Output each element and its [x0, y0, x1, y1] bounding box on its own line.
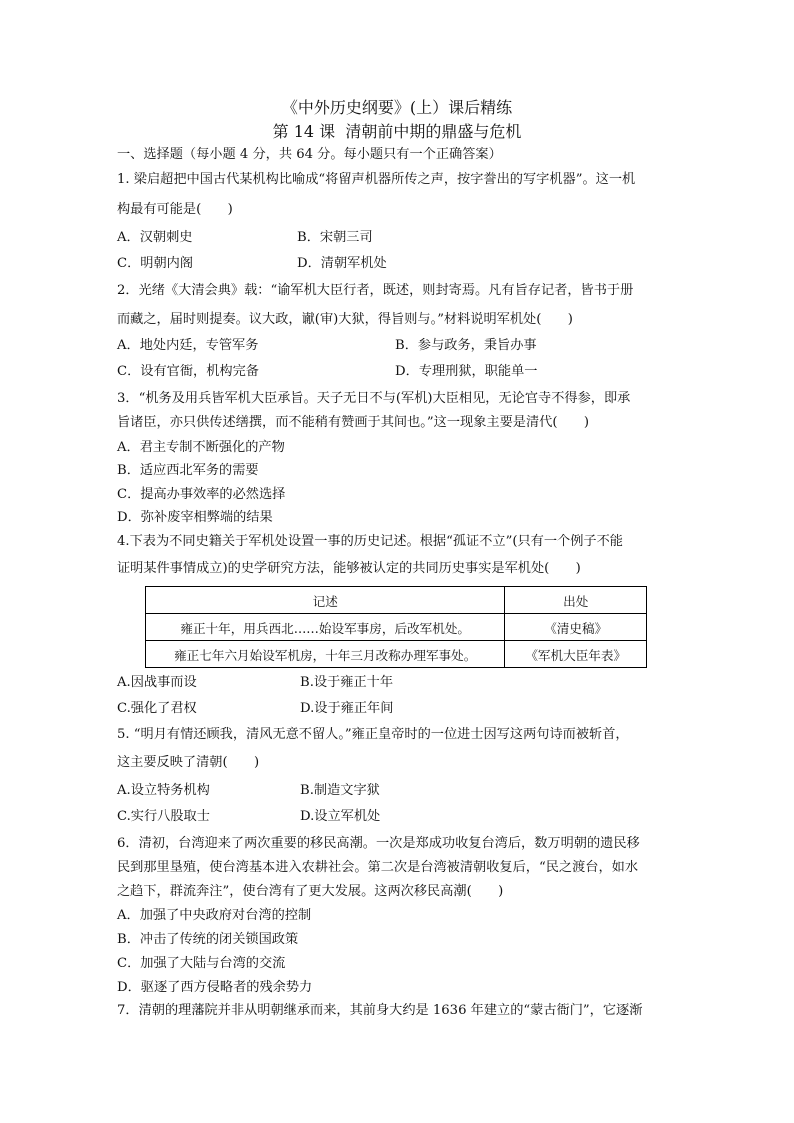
q5-option-d: D.设立军机处 [300, 809, 381, 824]
table-header-record: 记述 [146, 587, 505, 614]
q4-stem-line-1: 4.下表为不同史籍关于军机处设置一事的历史记述。根据“孤证不立”(只有一个例子不能 [117, 534, 623, 549]
q5-option-a: A.设立特务机构 [117, 783, 210, 798]
q4-stem-line-2: 证明某件事情成立)的史学研究方法，能够被认定的共同历史事实是军机处( ) [117, 561, 581, 576]
q6-option-a: A．加强了中央政府对台湾的控制 [117, 908, 312, 923]
q4-option-b: B.设于雍正十年 [300, 675, 394, 690]
q2-stem-line-1: 2．光绪《大清会典》载：“谕军机大臣行者，既述，则封寄焉。凡有旨存记者，皆书于册 [117, 283, 634, 298]
q1-stem-line-1: 1. 梁启超把中国古代某机构比喻成“将留声机器所传之声，按字誊出的写字机器”。这一机 [117, 172, 636, 187]
q2-option-a: A．地处内廷，专管军务 [117, 338, 259, 353]
q1-stem-line-2: 构最有可能是( ) [117, 202, 233, 217]
q5-stem-line-2: 这主要反映了清朝( ) [117, 755, 260, 770]
q3-stem-line-1: 3．“机务及用兵皆军机大臣承旨。天子无日不与(军机)大臣相见，无论官寺不得参，即承 [117, 391, 631, 406]
q4-option-c: C.强化了君权 [117, 701, 197, 716]
table-row [146, 641, 647, 668]
q6-option-b: B．冲击了传统的闭关锁国政策 [117, 932, 299, 947]
q6-option-c: C．加强了大陆与台湾的交流 [117, 956, 286, 971]
table-header-row [146, 587, 647, 614]
q2-option-b: B．参与政务，秉旨办事 [395, 338, 537, 353]
q5-stem-line-1: 5. “明月有情还顾我，清风无意不留人。”雍正皇帝时的一位进士因写这两句诗而被斩首， [117, 727, 629, 742]
q1-option-c: C．明朝内阁 [117, 256, 194, 271]
q3-stem-line-2: 旨诸臣，亦只供传述缮撰，而不能稍有赞画于其间也。”这一现象主要是清代( ) [117, 415, 589, 430]
q4-option-a: A.因战事而设 [117, 675, 197, 690]
table-row [146, 614, 647, 641]
table-cell-source: 《清史稿》 [505, 614, 647, 641]
q3-option-b: B．适应西北军务的需要 [117, 463, 259, 478]
table-cell-source: 《军机大臣年表》 [505, 641, 647, 668]
q2-option-d: D．专理刑狱，职能单一 [395, 364, 538, 379]
q1-option-a: A．汉朝刺史 [117, 230, 193, 245]
q4-option-d: D.设于雍正年间 [300, 701, 394, 716]
q1-option-d: D．清朝军机处 [297, 256, 387, 271]
q7-stem-line-1: 7．清朝的理藩院并非从明朝继承而来，其前身大约是 1636 年建立的“蒙古衙门”，它逐渐 [117, 1003, 643, 1018]
q3-option-c: C．提高办事效率的必然选择 [117, 487, 286, 502]
q5-option-b: B.制造文字狱 [300, 783, 380, 798]
q5-option-c: C.实行八股取士 [117, 809, 210, 824]
q6-stem-line-3: 之趋下，群流奔注”，使台湾有了更大发展。这两次移民高潮( ) [117, 884, 504, 899]
q6-stem-line-1: 6．清初，台湾迎来了两次重要的移民高潮。一次是郑成功收复台湾后，数万明朝的遗民移 [117, 836, 640, 851]
q2-stem-line-2: 而藏之，届时则提奏。议大政，谳(审)大狱，得旨则与。”材料说明军机处( ) [117, 312, 573, 327]
record-table [145, 586, 647, 668]
q6-option-d: D．驱逐了西方侵略者的残余势力 [117, 980, 313, 995]
lesson-title: 第 14 课 清朝前中期的鼎盛与危机 [272, 122, 522, 141]
table-header-source: 出处 [505, 587, 647, 614]
q2-option-c: C．设有官衙，机构完备 [117, 364, 259, 379]
q3-option-d: D．弥补废宰相弊端的结果 [117, 510, 273, 525]
document-title: 《中外历史纲要》(上）课后精练 [281, 98, 513, 117]
q3-option-a: A．君主专制不断强化的产物 [117, 440, 285, 455]
q1-option-b: B．宋朝三司 [297, 230, 373, 245]
table-cell-record: 雍正七年六月始设军机房，十年三月改称办理军事处。 [146, 641, 505, 668]
section-heading: 一、选择题（每小题 4 分，共 64 分。每小题只有一个正确答案） [117, 147, 502, 162]
table-cell-record: 雍正十年，用兵西北……始设军事房，后改军机处。 [146, 614, 505, 641]
q6-stem-line-2: 民到那里垦殖，使台湾基本进入农耕社会。第二次是台湾被清朝收复后，“民之渡台，如水 [117, 860, 639, 875]
